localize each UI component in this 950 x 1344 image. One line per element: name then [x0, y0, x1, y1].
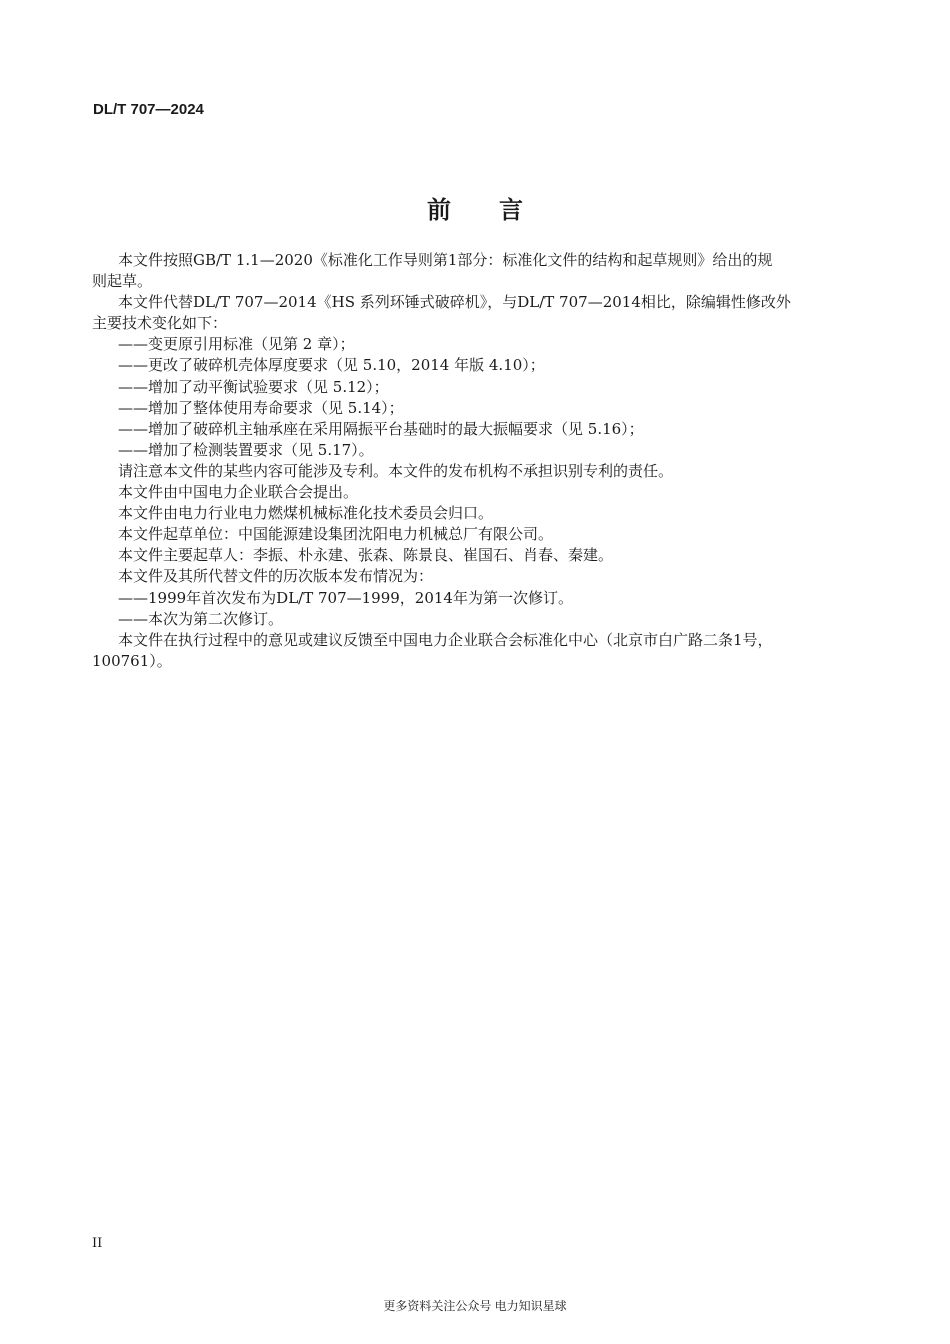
- page-title: 前言: [427, 195, 571, 224]
- text-line: 本文件代替DL/T 707—2014《HS 系列环锤式破碎机》，与DL/T 707—2014相比，除编辑性修改外: [118, 293, 791, 312]
- text-line: ——1999年首次发布为DL/T 707—1999，2014年为第一次修订。: [118, 588, 573, 607]
- text-line: ——变更原引用标准（见第 2 章）；: [118, 335, 355, 354]
- foreword-body: [92, 250, 840, 672]
- footer-note: 更多资料关注公众号 电力知识星球: [383, 1299, 567, 1313]
- text-line: 则起草。: [92, 272, 153, 291]
- text-line: ——更改了破碎机壳体厚度要求（见 5.10，2014 年版 4.10）；: [118, 356, 545, 375]
- text-line: 本文件起草单位：中国能源建设集团沈阳电力机械总厂有限公司。: [118, 525, 554, 544]
- text-line: 本文件按照GB/T 1.1—2020《标准化工作导则第1部分：标准化文件的结构和起草规则》给出的规: [118, 251, 773, 269]
- text-line: 本文件在执行过程中的意见或建议反馈至中国电力企业联合会标准化中心（北京市白广路二条1号，: [118, 630, 773, 649]
- text-line: ——增加了整体使用寿命要求（见 5.14）；: [118, 398, 404, 417]
- text-line: ——本次为第二次修订。: [118, 609, 284, 628]
- text-line: 本文件主要起草人：李振、朴永建、张森、陈景良、崔国石、肖春、秦建。: [118, 546, 614, 565]
- standard-number-header: DL/T 707—2024: [93, 101, 204, 118]
- text-line: 本文件由中国电力企业联合会提出。: [118, 483, 359, 502]
- page-number: II: [92, 1236, 103, 1251]
- text-line: 100761）。: [92, 651, 172, 670]
- text-line: ——增加了动平衡试验要求（见 5.12）；: [118, 377, 389, 396]
- text-line: 本文件及其所代替文件的历次版本发布情况为：: [118, 567, 434, 586]
- text-line: 主要技术变化如下：: [92, 314, 228, 333]
- text-line: 本文件由电力行业电力燃煤机械标准化技术委员会归口。: [118, 504, 494, 523]
- text-line: ——增加了破碎机主轴承座在采用隔振平台基础时的最大振幅要求（见 5.16）；: [118, 419, 644, 438]
- text-line: ——增加了检测装置要求（见 5.17）。: [118, 440, 374, 459]
- text-line: 请注意本文件的某些内容可能涉及专利。本文件的发布机构不承担识别专利的责任。: [118, 461, 674, 480]
